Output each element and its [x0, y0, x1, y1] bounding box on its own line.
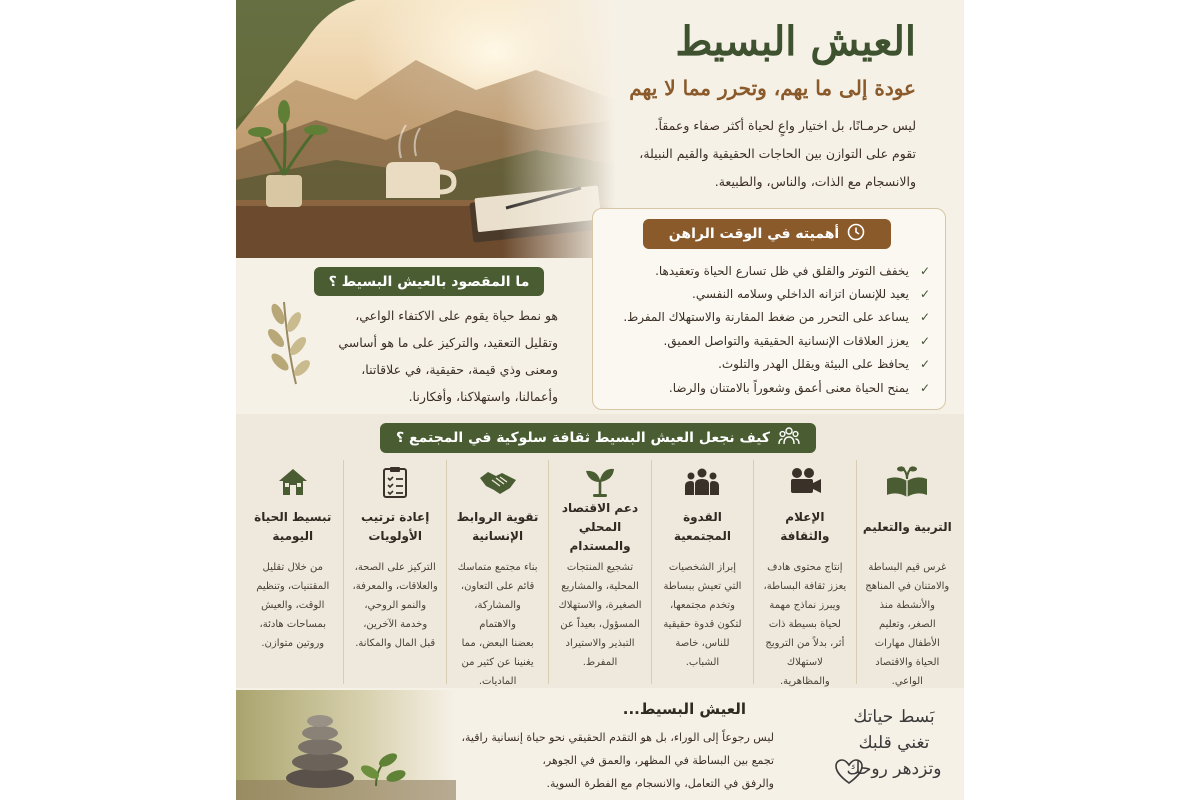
- column-line: المفرط.: [582, 657, 618, 668]
- meaning-line: وأعمالنا، واستهلاكنا، وأفكارنا.: [408, 389, 558, 404]
- footer-title: العيش البسيط...: [622, 700, 746, 718]
- column-line: يعزز ثقافة البساطة،: [763, 581, 847, 592]
- meaning-line: وتقليل التعقيد، والتركيز على ما هو أساسي: [338, 335, 558, 350]
- column-line: لحياة بسيطة ذات: [768, 619, 841, 630]
- column-line: الحياة والاقتصاد: [875, 657, 940, 668]
- intro-line: والانسجام مع الذات، والناس، والطبيعة.: [714, 174, 916, 189]
- culture-column-role-models: [651, 460, 753, 684]
- culture-column-daily-life: [242, 460, 343, 684]
- checkmark-icon: ✓: [919, 333, 931, 348]
- column-line: والنمو الروحي،: [364, 600, 427, 611]
- column-text: [447, 558, 548, 691]
- community-people-icon: [652, 464, 753, 500]
- checkmark-icon: ✓: [919, 310, 931, 325]
- poster: [236, 0, 964, 800]
- checkmark-icon: ✓: [919, 380, 931, 395]
- importance-heading-label: أهميته في الوقت الراهن: [668, 226, 840, 242]
- list-item-text: يعيد للإنسان اتزانه الداخلي وسلامه النفسي.: [692, 287, 909, 302]
- column-line: غرس قيم البساطة: [868, 562, 947, 573]
- culture-column-local-economy: [548, 460, 650, 684]
- column-line: إنتاج محتوى هادف: [767, 562, 843, 573]
- column-text: [344, 558, 445, 653]
- column-title: تبسيط الحياة اليومية: [254, 510, 332, 543]
- checkmark-icon: ✓: [919, 263, 931, 278]
- column-title: الإعلام والثقافة: [780, 510, 830, 543]
- column-line: المقتنيات، وتنظيم: [256, 581, 330, 592]
- leaf-branch-icon: [258, 292, 314, 392]
- column-text: [549, 558, 650, 672]
- column-line: التي تعيش ببساطة: [663, 581, 742, 592]
- column-title: تقوية الروابط الإنسانية: [456, 510, 539, 543]
- list-item: [601, 259, 931, 282]
- column-line: المسؤول، بعيداً عن: [560, 619, 640, 630]
- column-text: [754, 558, 855, 691]
- sprout-icon: [549, 464, 650, 500]
- column-line: الوقت، والعيش: [261, 600, 325, 611]
- column-line: بمساحات هادئة،: [259, 619, 326, 630]
- meaning-heading: ما المقصود بالعيش البسيط ؟: [314, 267, 544, 296]
- slogan-line: بَسط حياتك: [853, 707, 935, 727]
- page-subtitle: عودة إلى ما يهم، وتحرر مما لا يهم: [629, 76, 916, 100]
- checklist-icon: [344, 464, 445, 500]
- column-text: [652, 558, 753, 672]
- column-line: قائم على التعاون،: [460, 581, 535, 592]
- clock-icon: [847, 223, 865, 245]
- column-line: الصغر، وتعليم: [878, 619, 936, 630]
- column-line: المحلية، والمشاريع: [561, 581, 639, 592]
- column-text: [242, 558, 343, 653]
- column-line: والأنشطة منذ: [879, 600, 935, 611]
- column-title: دعم الاقتصاد المحلي والمستدام: [561, 500, 639, 553]
- column-line: للناس، خاصة: [675, 638, 730, 649]
- handshake-icon: [447, 464, 548, 500]
- column-line: أثر، بدلاً من الترويج: [765, 638, 845, 649]
- culture-heading: [380, 423, 816, 453]
- column-title: إعادة ترتيب الأولويات: [361, 510, 430, 543]
- column-line: وروتين متوازن.: [261, 638, 325, 649]
- column-line: الأطفال مهارات: [874, 638, 940, 649]
- group-people-icon: [778, 426, 800, 450]
- column-line: الشباب.: [685, 657, 720, 668]
- column-line: قبل المال والمكانة.: [355, 638, 436, 649]
- intro-paragraph: [586, 112, 916, 196]
- column-line: الماديات.: [478, 676, 517, 687]
- column-line: الواعي.: [891, 676, 923, 687]
- importance-heading: [643, 219, 891, 249]
- checkmark-icon: ✓: [919, 357, 931, 372]
- stacked-stones-photo: [236, 690, 456, 800]
- list-item-text: يعزز العلاقات الإنسانية الحقيقية والتواصل العميق.: [663, 333, 909, 348]
- column-title: التربية والتعليم: [862, 519, 952, 534]
- column-line: التركيز على الصحة،: [354, 562, 436, 573]
- list-item-text: يمنح الحياة معنى أعمق وشعوراً بالامتنان والرضا.: [668, 380, 909, 395]
- list-item-text: يساعد على التحرر من ضغط المقارنة والاستهلاك المفرط.: [623, 310, 909, 325]
- culture-column-media: [753, 460, 855, 687]
- video-camera-icon: [754, 464, 855, 500]
- column-line: ويبرز نماذج مهمة: [769, 600, 841, 611]
- culture-columns: [242, 460, 958, 687]
- heart-icon: [834, 758, 864, 790]
- column-line: التبذير والاستيراد: [565, 638, 635, 649]
- checkmark-icon: ✓: [919, 287, 931, 302]
- culture-heading-label: كيف نجعل العيش البسيط ثقافة سلوكية في المجتمع ؟: [396, 430, 770, 446]
- sunrise-mountain-photo: [236, 0, 616, 258]
- column-text: [857, 558, 958, 691]
- list-item-text: يخفف التوتر والقلق في ظل تسارع الحياة وتعقيدها.: [655, 263, 909, 278]
- list-item: [601, 329, 931, 352]
- footer-paragraph: [454, 726, 774, 795]
- column-line: إبراز الشخصيات: [668, 562, 737, 573]
- importance-list: [601, 259, 931, 399]
- column-line: من خلال تقليل: [262, 562, 323, 573]
- column-line: الصغيرة، والاستهلاك: [558, 600, 642, 611]
- column-line: بعضنا البعض، مما: [461, 638, 534, 649]
- list-item: [601, 282, 931, 305]
- column-line: والمشاركة، والاهتمام: [474, 600, 521, 630]
- column-line: والامتنان في المناهج: [865, 581, 950, 592]
- column-line: وتخدم مجتمعها،: [669, 600, 735, 611]
- slogan-line: وتزدهر روحك: [846, 759, 942, 779]
- list-item-text: يحافظ على البيئة ويقلل الهدر والتلوث.: [718, 357, 909, 372]
- footer-line: ليس رجوعاً إلى الوراء، بل هو التقدم الحقيقي نحو حياة إنسانية راقية،: [461, 731, 774, 744]
- column-line: بناء مجتمع متماسك: [457, 562, 538, 573]
- meaning-line: ومعنى وذي قيمة، حقيقية، في علاقاتنا،: [361, 362, 558, 377]
- page-title: العيش البسيط: [675, 18, 916, 65]
- list-item: [601, 306, 931, 329]
- list-item: [601, 376, 931, 399]
- culture-column-priorities: [343, 460, 445, 684]
- column-line: وخدمة الآخرين،: [363, 619, 428, 630]
- house-icon: [242, 464, 343, 500]
- importance-box: [592, 208, 946, 410]
- column-line: يغنينا عن كثير من: [461, 657, 534, 668]
- list-item: [601, 353, 931, 376]
- slogan-line: تغني قلبك: [858, 733, 930, 753]
- header: [596, 18, 916, 100]
- column-line: والعلاقات، والمعرفة،: [352, 581, 438, 592]
- intro-line: تقوم على التوازن بين الحاجات الحقيقية والقيم النبيلة،: [639, 146, 916, 161]
- column-line: لتكون قدوة حقيقية: [663, 619, 742, 630]
- column-title: القدوة المجتمعية: [673, 510, 732, 543]
- open-book-plant-icon: [857, 464, 958, 500]
- column-line: تشجيع المنتجات: [566, 562, 634, 573]
- intro-line: ليس حرمـانًا، بل اختيار واعٍ لحياة أكثر صفاء وعمقاً.: [654, 118, 916, 133]
- meaning-line: هو نمط حياة يقوم على الاكتفاء الواعي،: [355, 308, 558, 323]
- footer-line: والرفق في التعامل، والانسجام مع الفطرة السوية.: [546, 777, 774, 790]
- culture-column-human-bonds: [446, 460, 548, 687]
- culture-column-education: [856, 460, 958, 687]
- column-line: لاستهلاك والمظاهرية.: [779, 657, 830, 687]
- footer-line: تجمع بين البساطة في المظهر، والعمق في الجوهر،: [542, 754, 774, 767]
- meaning-paragraph: [308, 302, 558, 410]
